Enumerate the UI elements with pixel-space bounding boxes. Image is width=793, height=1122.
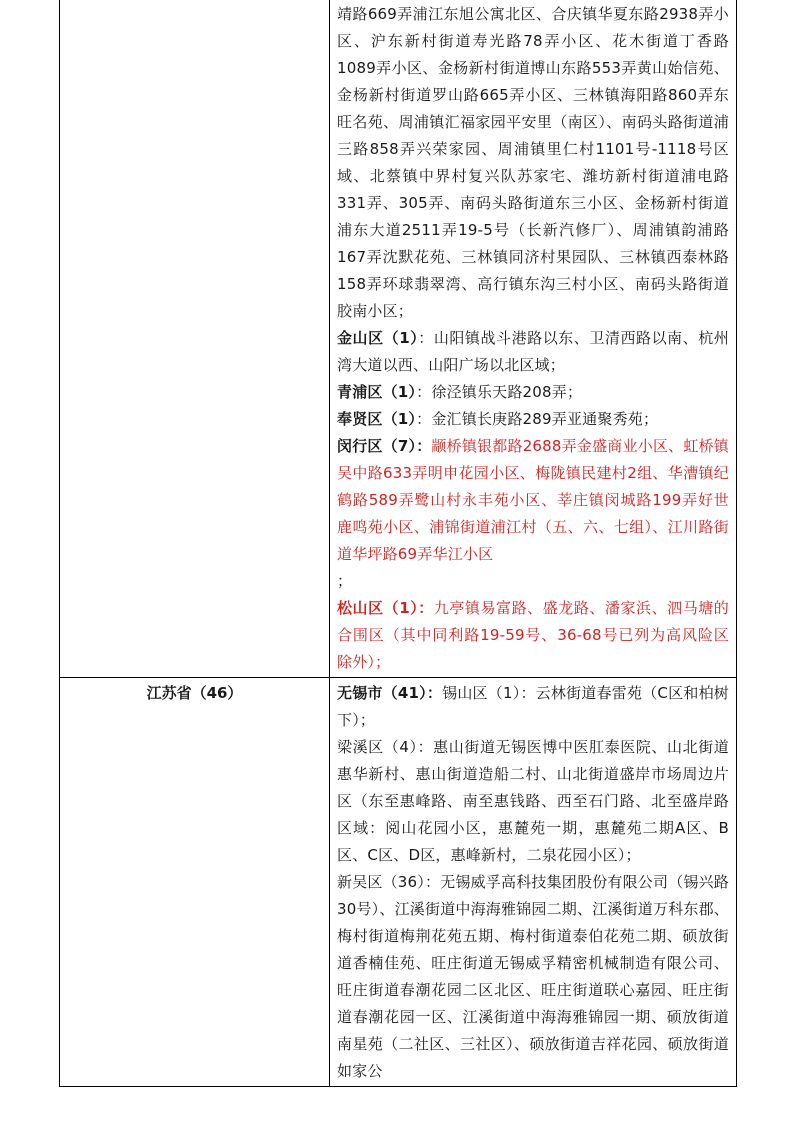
fengxian-entry [337, 406, 729, 433]
xishan-text: 锡山区（1）：云林街道春雷苑（C区和柏树下）； [337, 684, 729, 729]
qingpu-entry [337, 379, 729, 406]
liangxi-text: 梁溪区（4）：惠山街道无锡医博中医肛泰医院、山北街道惠华新村、惠山街道造船二村、山北街道盛岸市场周边片区（东至惠峰路、南至惠钱路、西至石门路、北至盛岸路区域：阅山花园小区，惠麓苑一期，惠麓苑二期A区、B区、C区、D区，惠峰新村，二泉花园小区）； [337, 738, 729, 864]
fengxian-text: ：金汇镇长庚路289弄亚通聚秀苑； [416, 410, 659, 428]
fengxian-label: 奉贤区（1） [337, 410, 417, 428]
content-cell-shanghai [330, 0, 737, 678]
jinshan-text: ：山阳镇战斗港路以东、卫清西路以南、杭州湾大道以西、山阳广场以北区域； [337, 329, 729, 374]
minhang-end: ； [337, 572, 353, 590]
wuxi-entry [337, 680, 729, 734]
risk-area-table [59, 0, 737, 1087]
songjiang-label: 松山区（1）： [337, 599, 434, 617]
region-cell-empty [60, 0, 330, 678]
songjiang-entry [337, 595, 729, 676]
xinwu-text: 新吴区（36）：无锡威孚高科技集团股份有限公司（锡兴路30号）、江溪街道中海海雅锦园二期、江溪街道万科东郡、梅村街道梅荆花苑五期、梅村街道泰伯花苑二期、硕放街道香楠佳苑、旺庄街道无锡威孚精密机械制造有限公司、旺庄街道春潮花园二区北区、旺庄街道联心嘉园、旺庄街道春潮花园一区、江溪街道中海海雅锦园一期、硕放街道南星苑（二社区、三社区）、硕放街道吉祥花园、硕放街道如家公 [337, 873, 729, 1080]
pudong-tail-text: 靖路669弄浦江东旭公寓北区、合庆镇华夏东路2938弄小区、沪东新村街道寿光路78弄小区、花木街道丁香路1089弄小区、金杨新村街道博山东路553弄黄山始信苑、金杨新村街道罗山路665弄小区、三林镇海阳路860弄东旺名苑、周浦镇汇福家园平安里（南区）、南码头路街道浦三路858弄兴荣家园、周浦镇里仁村1101号-1118号区域、北蔡镇中界村复兴队苏家宅、潍坊新村街道浦电路331弄、305弄、南码头路街道东三小区、金杨新村街道浦东大道2511弄19-5号（长新汽修厂）、周浦镇韵浦路167弄沈默花苑、三林镇同济村果园队、三林镇西泰林路158弄环球翡翠湾、高行镇东沟三村小区、南码头路街道胶南小区； [337, 5, 729, 320]
jinshan-label: 金山区（1） [337, 329, 419, 347]
table-row-jiangsu [60, 678, 737, 1087]
minhang-text: 颛桥镇银都路2688弄金盛商业小区、虹桥镇吴中路633弄明申花园小区、梅陇镇民建村2组、华漕镇纪鹤路589弄鹭山村永丰苑小区、莘庄镇闵城路199弄好世鹿鸣苑小区、浦锦街道浦江村（五、六、七组）、江川路街道华坪路69弄华江小区 [337, 437, 729, 563]
qingpu-label: 青浦区（1） [337, 383, 417, 401]
content-cell-jiangsu [330, 678, 737, 1087]
minhang-label: 闵行区（7）： [337, 437, 432, 455]
songjiang-text: 九亭镇易富路、盛龙路、潘家浜、泗马塘的合围区（其中同利路19-59号、36-68号已列为高风险区除外）； [337, 599, 729, 671]
region-name: 江苏省（46） [146, 684, 243, 702]
table-row-shanghai [60, 0, 737, 678]
jinshan-entry [337, 325, 729, 379]
qingpu-text: ：徐泾镇乐天路208弄； [416, 383, 583, 401]
region-cell-jiangsu [60, 678, 330, 1087]
minhang-entry [337, 433, 729, 568]
wuxi-label: 无锡市（41）： [337, 684, 443, 702]
